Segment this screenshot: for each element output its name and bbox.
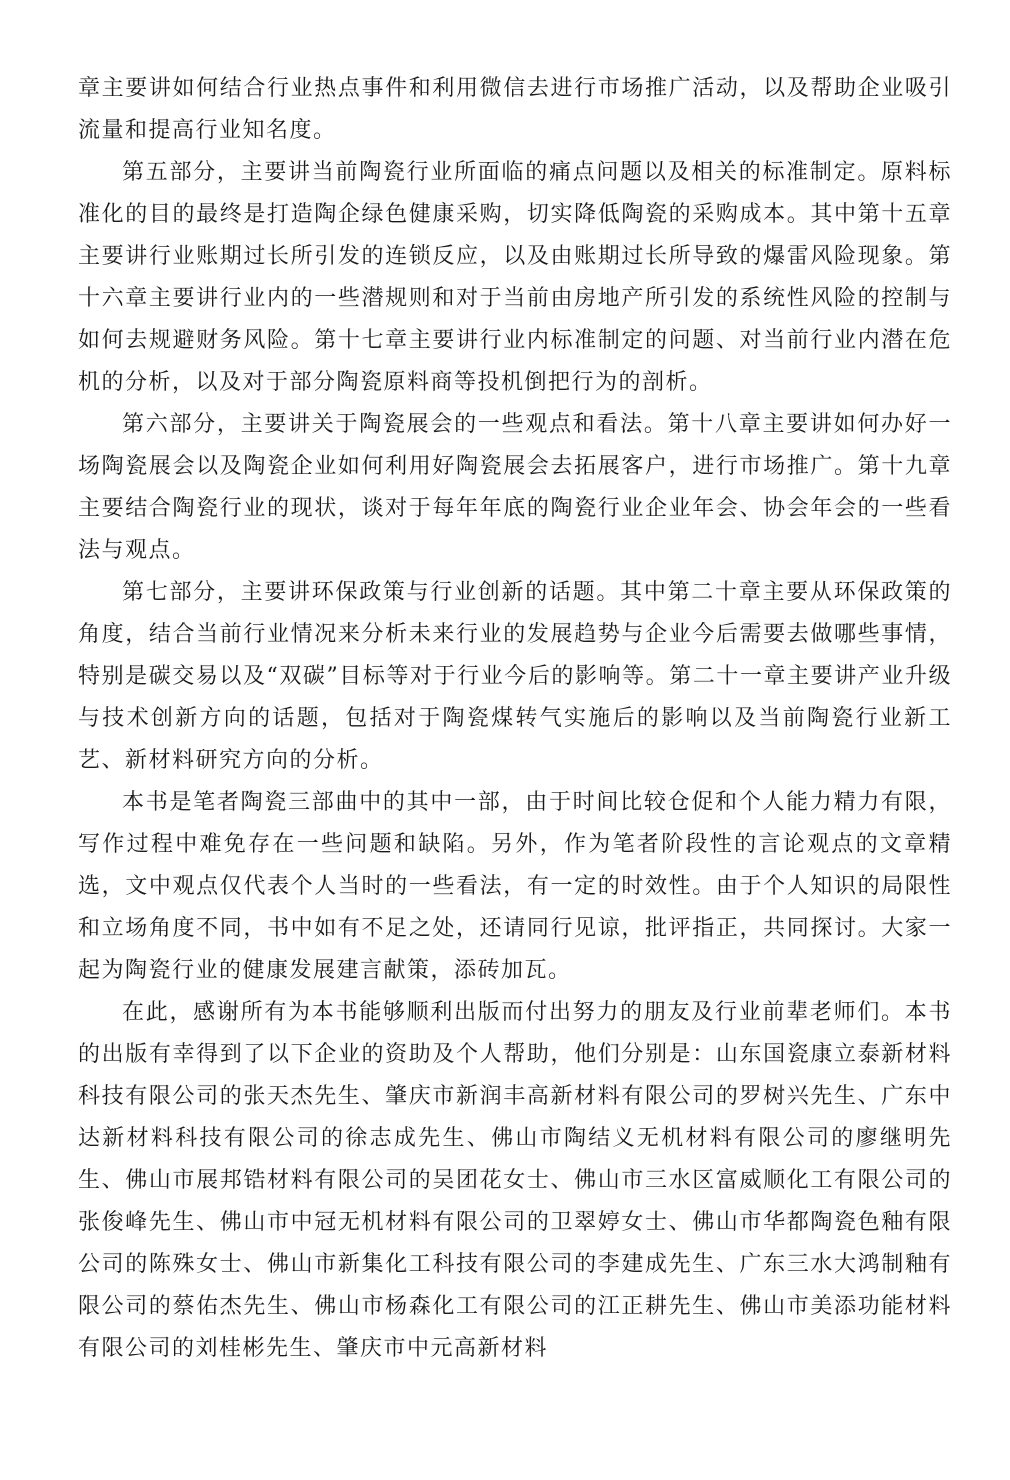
document-body xyxy=(78,68,952,1370)
paragraph-3: 第六部分，主要讲关于陶瓷展会的一些观点和看法。第十八章主要讲如何办好一场陶瓷展会以及陶瓷企业如何利用好陶瓷展会去拓展客户，进行市场推广。第十九章主要结合陶瓷行业的现状，谈对于每年年底的陶瓷行业企业年会、协会年会的一些看法与观点。 xyxy=(78,412,952,563)
paragraph-2: 第五部分，主要讲当前陶瓷行业所面临的痛点问题以及相关的标准制定。原料标准化的目的最终是打造陶企绿色健康采购，切实降低陶瓷的采购成本。其中第十五章主要讲行业账期过长所引发的连锁反应，以及由账期过长所导致的爆雷风险现象。第十六章主要讲行业内的一些潜规则和对于当前由房地产所引发的系统性风险的控制与如何去规避财务风险。第十七章主要讲行业内标准制定的问题、对当前行业内潜在危机的分析，以及对于部分陶瓷原料商等投机倒把行为的剖析。 xyxy=(78,160,952,395)
paragraph-5: 本书是笔者陶瓷三部曲中的其中一部，由于时间比较仓促和个人能力精力有限，写作过程中难免存在一些问题和缺陷。另外，作为笔者阶段性的言论观点的文章精选，文中观点仅代表个人当时的一些看法，有一定的时效性。由于个人知识的局限性和立场角度不同，书中如有不足之处，还请同行见谅，批评指正，共同探讨。大家一起为陶瓷行业的健康发展建言献策，添砖加瓦。 xyxy=(78,790,952,983)
paragraph-4: 第七部分，主要讲环保政策与行业创新的话题。其中第二十章主要从环保政策的角度，结合当前行业情况来分析未来行业的发展趋势与企业今后需要去做哪些事情，特别是碳交易以及“双碳”目标等对于行业今后的影响等。第二十一章主要讲产业升级与技术创新方向的话题，包括对于陶瓷煤转气实施后的影响以及当前陶瓷行业新工艺、新材料研究方向的分析。 xyxy=(78,580,952,773)
paragraph-6: 在此，感谢所有为本书能够顺利出版而付出努力的朋友及行业前辈老师们。本书的出版有幸得到了以下企业的资助及个人帮助，他们分别是：山东国瓷康立泰新材料科技有限公司的张天杰先生、肇庆市新润丰高新材料有限公司的罗树兴先生、广东中达新材料科技有限公司的徐志成先生、佛山市陶结义无机材料有限公司的廖继明先生、佛山市展邦锆材料有限公司的吴团花女士、佛山市三水区富威顺化工有限公司的张俊峰先生、佛山市中冠无机材料有限公司的卫翠婷女士、佛山市华都陶瓷色釉有限公司的陈殊女士、佛山市新集化工科技有限公司的李建成先生、广东三水大鸿制釉有限公司的蔡佑杰先生、佛山市杨森化工有限公司的江正耕先生、佛山市美添功能材料有限公司的刘桂彬先生、肇庆市中元高新材料 xyxy=(78,1000,952,1361)
paragraph-1: 章主要讲如何结合行业热点事件和利用微信去进行市场推广活动，以及帮助企业吸引流量和提高行业知名度。 xyxy=(78,76,952,143)
